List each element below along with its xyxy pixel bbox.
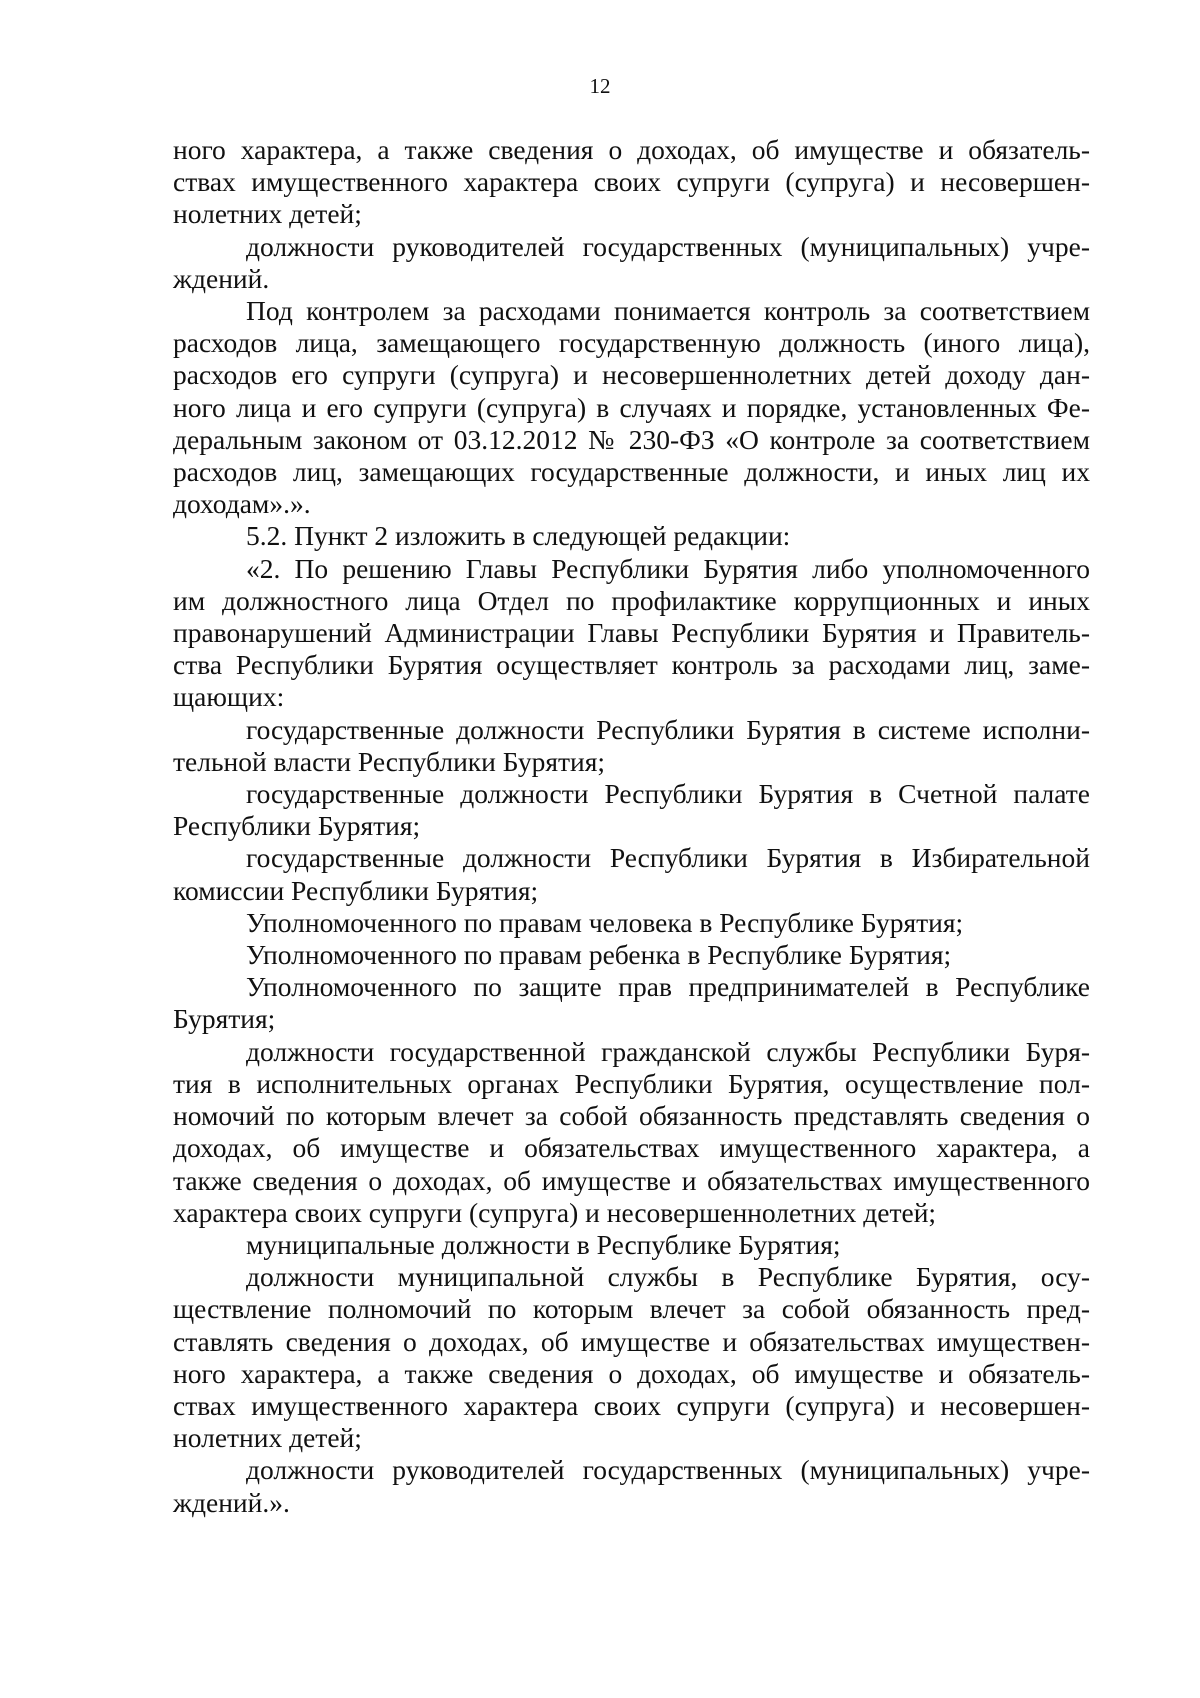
text-line: тельной власти Республики Бурятия; bbox=[173, 745, 606, 777]
text-line: Под контролем за расходами понимается контроль за соответствием bbox=[246, 295, 1090, 327]
text-line: должности муниципальной службы в Республике Бурятия, осу- bbox=[246, 1261, 1090, 1293]
text-line: государственные должности Республики Бурятия в Избирательной bbox=[246, 842, 1090, 874]
text-line: ствах имущественного характера своих супруги (супруга) и несовершен- bbox=[173, 1389, 1090, 1421]
paragraph bbox=[173, 939, 1090, 971]
text-line: государственные должности Республики Бурятия в Счетной палате bbox=[246, 778, 1090, 810]
text-line: комиссии Республики Бурятия; bbox=[173, 874, 539, 906]
text-line: также сведения о доходах, об имуществе и обязательствах имущественного bbox=[173, 1164, 1090, 1196]
text-line: деральным законом от 03.12.2012 № 230-ФЗ «О контроле за соответствием bbox=[173, 423, 1090, 455]
text-line: должности государственной гражданской службы Республики Буря- bbox=[246, 1035, 1090, 1067]
text-line: ного характера, а также сведения о доходах, об имуществе и обязатель- bbox=[173, 134, 1090, 165]
paragraph bbox=[173, 714, 1090, 778]
text-line: Республики Бурятия; bbox=[173, 810, 421, 842]
text-line: ждений. bbox=[173, 262, 270, 294]
text-line: расходов лица, замещающего государственную должность (иного лица), bbox=[173, 327, 1090, 359]
text-line: правонарушений Администрации Главы Республики Бурятия и Правитель- bbox=[173, 617, 1090, 649]
text-line: государственные должности Республики Бурятия в системе исполни- bbox=[246, 713, 1090, 745]
text-line: тия в исполнительных органах Республики Бурятия, осуществление пол- bbox=[173, 1067, 1090, 1099]
text-line: ного характера, а также сведения о доходах, об имуществе и обязатель- bbox=[173, 1357, 1090, 1389]
text-line: ствах имущественного характера своих супруги (супруга) и несовершен- bbox=[173, 166, 1090, 198]
text-line: им должностного лица Отдел по профилактике коррупционных и иных bbox=[173, 584, 1090, 616]
paragraph bbox=[173, 842, 1090, 906]
text-line: расходов лиц, замещающих государственные должности, и иных лиц их bbox=[173, 456, 1090, 488]
text-line: «2. По решению Главы Республики Бурятия либо уполномоченного bbox=[246, 552, 1090, 584]
text-line: нолетних детей; bbox=[173, 1422, 362, 1454]
text-line: ставлять сведения о доходах, об имуществе и обязательствах имуществен- bbox=[173, 1325, 1090, 1357]
text-line: Уполномоченного по правам человека в Республике Бурятия; bbox=[246, 906, 964, 938]
text-line: 5.2. Пункт 2 изложить в следующей редакции: bbox=[246, 520, 791, 552]
text-line: доходам».». bbox=[173, 488, 311, 520]
text-line: расходов его супруги (супруга) и несовершеннолетних детей доходу дан- bbox=[173, 359, 1090, 391]
paragraph bbox=[173, 907, 1090, 939]
text-line: ждений.». bbox=[173, 1486, 290, 1518]
text-line: должности руководителей государственных (муниципальных) учре- bbox=[246, 230, 1090, 262]
paragraph bbox=[173, 231, 1090, 295]
text-line: Уполномоченного по защите прав предпринимателей в Республике bbox=[246, 971, 1090, 1003]
document-body bbox=[173, 134, 1090, 1519]
paragraph bbox=[173, 1454, 1090, 1518]
paragraph bbox=[173, 971, 1090, 1035]
text-line: нолетних детей; bbox=[173, 198, 362, 230]
text-line: номочий по которым влечет за собой обязанность представлять сведения о bbox=[173, 1100, 1090, 1132]
text-line: должности руководителей государственных (муниципальных) учре- bbox=[246, 1454, 1090, 1486]
text-line: щающих: bbox=[173, 681, 285, 713]
text-line: муниципальные должности в Республике Бурятия; bbox=[246, 1228, 841, 1260]
paragraph bbox=[173, 1229, 1090, 1261]
text-line: Бурятия; bbox=[173, 1003, 276, 1035]
text-line: характера своих супруги (супруга) и несовершеннолетних детей; bbox=[173, 1196, 937, 1228]
text-line: ного лица и его супруги (супруга) в случаях и порядке, установленных Фе- bbox=[173, 391, 1090, 423]
text-line: доходах, об имуществе и обязательствах имущественного характера, а bbox=[173, 1132, 1090, 1164]
text-line: Уполномоченного по правам ребенка в Республике Бурятия; bbox=[246, 939, 952, 971]
paragraph bbox=[173, 778, 1090, 842]
text-line: ществление полномочий по которым влечет за собой обязанность пред- bbox=[173, 1293, 1090, 1325]
paragraph bbox=[173, 1036, 1090, 1229]
paragraph bbox=[173, 520, 1090, 552]
paragraph bbox=[173, 134, 1090, 231]
page-number: 12 bbox=[589, 74, 611, 98]
paragraph bbox=[173, 553, 1090, 714]
paragraph bbox=[173, 1261, 1090, 1454]
text-line: ства Республики Бурятия осуществляет контроль за расходами лиц, заме- bbox=[173, 649, 1090, 681]
paragraph bbox=[173, 295, 1090, 520]
